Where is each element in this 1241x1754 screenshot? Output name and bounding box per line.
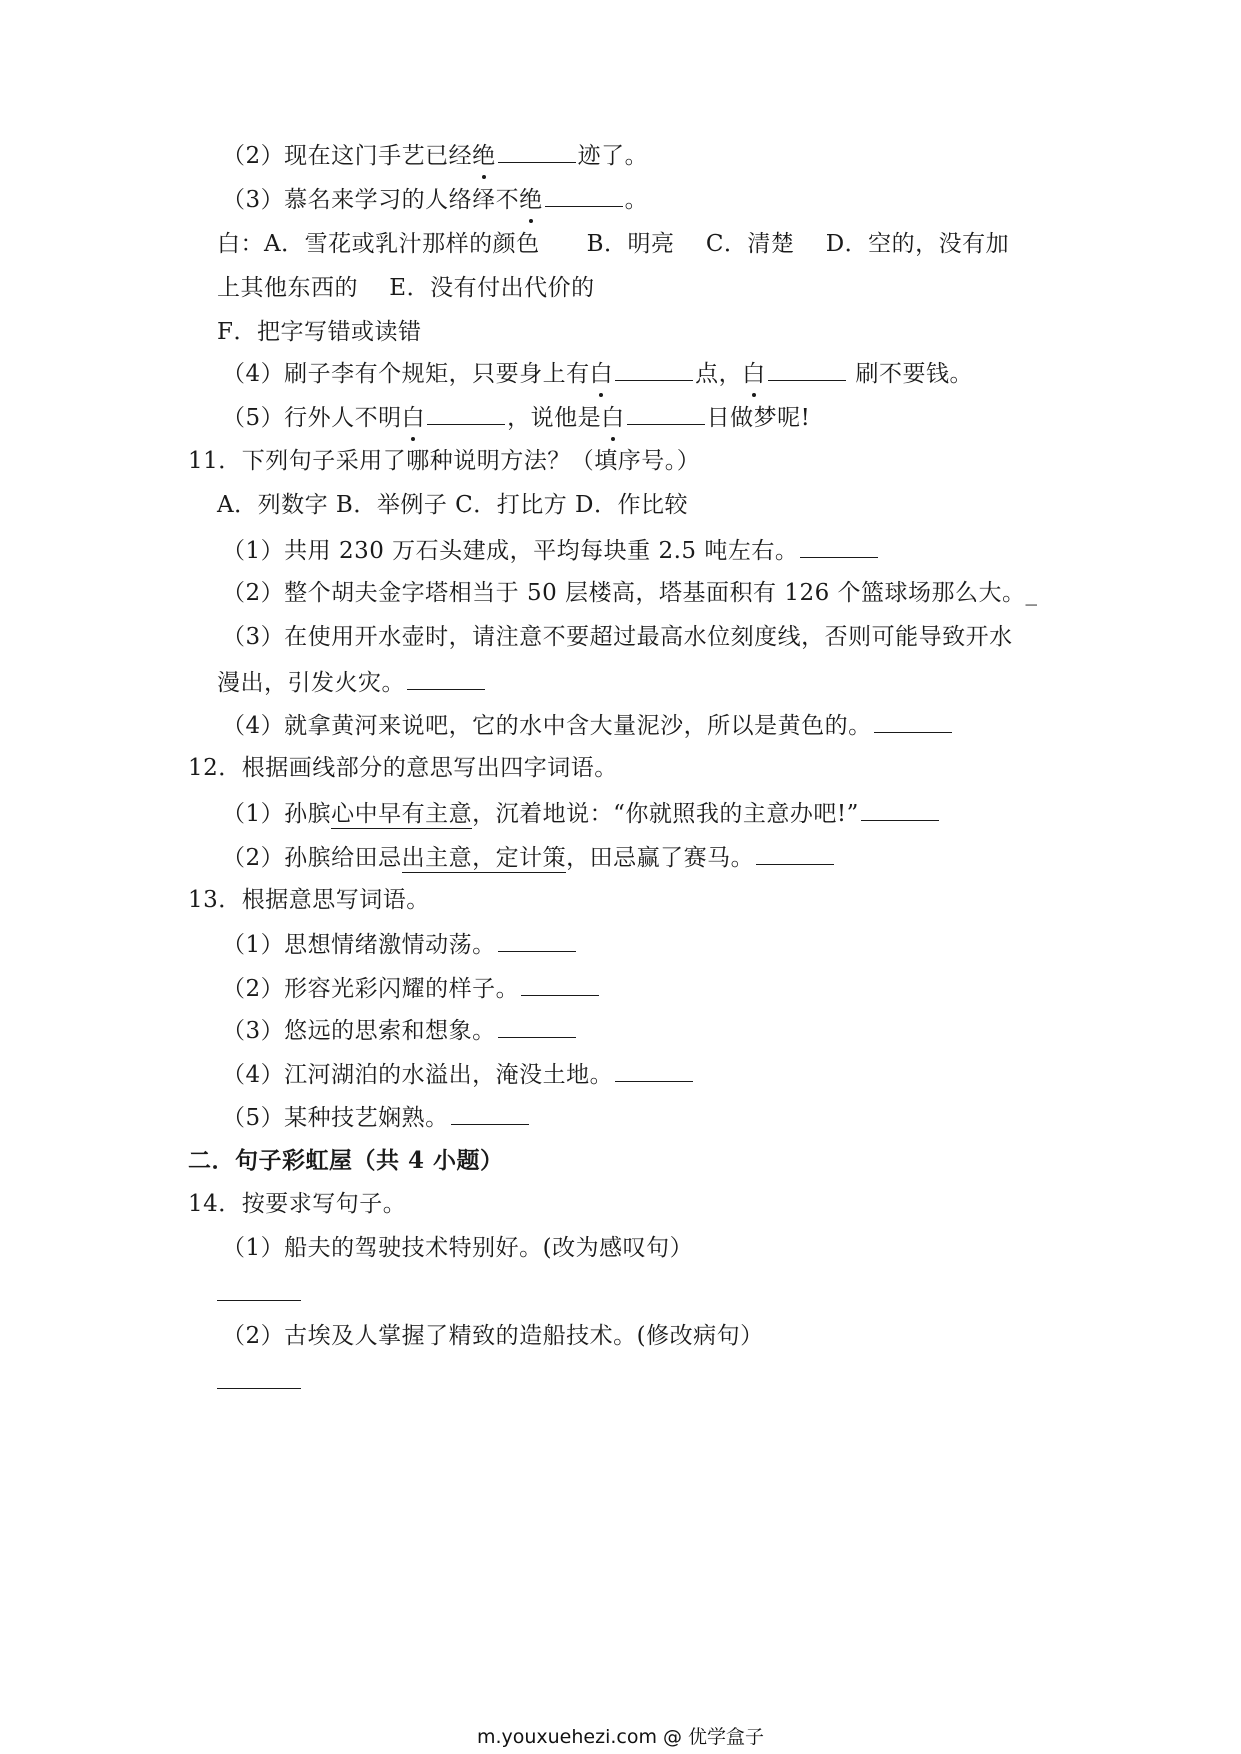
q11-item-3a: （3）在使用开水壶时，请注意不要超过最高水位刻度线，否则可能导致开水 — [222, 624, 1013, 650]
answer-blank[interactable] — [427, 400, 505, 425]
answer-blank[interactable] — [615, 356, 693, 381]
answer-blank[interactable] — [627, 400, 705, 425]
q14-item-1: （1）船夫的驾驶技术特别好。(改为感叹句） — [222, 1235, 694, 1261]
bai-definitions-1: 白：A．雪花或乳汁那样的颜色 B．明亮 C．清楚 D．空的，没有加 — [217, 231, 1010, 257]
underlined-phrase: 出主意，定计策 — [401, 845, 567, 871]
q13-item-3: （3）悠远的思索和想象。 — [222, 1013, 578, 1047]
section-heading: 二．句子彩虹屋（共 4 小题） — [188, 1147, 504, 1174]
q11-options: A．列数字 B．举例子 C．打比方 D．作比较 — [217, 492, 688, 518]
q14-answer-1 — [217, 1276, 301, 1310]
answer-blank[interactable] — [498, 927, 576, 952]
bai-definitions-3: F．把字写错或读错 — [217, 319, 422, 345]
q12-item-2: （2）孙膑给田忌出主意，定计策，田忌赢了赛马。 — [222, 840, 836, 874]
q13-item-5: （5）某种技艺娴熟。 — [222, 1100, 531, 1134]
q11-item-4: （4）就拿黄河来说吧，它的水中含大量泥沙，所以是黄色的。 — [222, 708, 954, 742]
q13-item-4: （4）江河湖泊的水溢出，淹没土地。 — [222, 1057, 695, 1091]
q13-item-1: （1）思想情绪激情动荡。 — [222, 927, 578, 961]
q14-title: 14．按要求写句子。 — [188, 1191, 407, 1217]
q11-title: 11．下列句子采用了哪种说明方法？（填序号。） — [188, 448, 701, 474]
q10-item-5: （5）行外人不明白 ，说他是白 日做梦呢! — [222, 400, 810, 434]
emphasis-char: 白 — [601, 402, 625, 434]
answer-blank[interactable] — [217, 1364, 301, 1389]
q10-item-2: （2）现在这门手艺已经绝 迹了。 — [222, 138, 648, 172]
answer-blank[interactable] — [861, 796, 939, 821]
bai-definitions-2: 上其他东西的 E．没有付出代价的 — [217, 275, 595, 301]
answer-blank[interactable] — [521, 971, 599, 996]
emphasis-char: 白 — [590, 358, 614, 390]
footer-watermark: m.youxuehezi.com @ 优学盒子 — [476, 1726, 765, 1748]
answer-blank[interactable] — [451, 1100, 529, 1125]
answer-blank[interactable] — [217, 1276, 301, 1301]
emphasis-char: 白 — [742, 358, 766, 390]
answer-blank[interactable] — [800, 533, 878, 558]
answer-blank[interactable] — [545, 182, 623, 207]
q12-title: 12．根据画线部分的意思写出四字词语。 — [188, 755, 618, 781]
q14-answer-2 — [217, 1364, 301, 1398]
emphasis-char: 绝 — [472, 140, 496, 172]
answer-blank[interactable] — [498, 138, 576, 163]
answer-blank[interactable] — [874, 708, 952, 733]
q12-item-1: （1）孙膑心中早有主意，沉着地说：“你就照我的主意办吧!” — [222, 796, 941, 830]
answer-blank[interactable] — [756, 840, 834, 865]
underlined-phrase: 心中早有主意 — [331, 801, 473, 827]
answer-blank[interactable] — [768, 356, 846, 381]
q13-item-2: （2）形容光彩闪耀的样子。 — [222, 971, 601, 1005]
q10-item-3: （3）慕名来学习的人络绎不绝 。 — [222, 182, 648, 216]
answer-blank[interactable] — [407, 665, 485, 690]
emphasis-char: 绝 — [519, 184, 543, 216]
q11-item-3b: 漫出，引发火灾。 — [217, 665, 487, 699]
answer-blank[interactable] — [615, 1057, 693, 1082]
q14-item-2: （2）古埃及人掌握了精致的造船技术。(修改病句） — [222, 1323, 764, 1349]
q13-title: 13．根据意思写词语。 — [188, 887, 430, 913]
q11-item-1: （1）共用 230 万石头建成，平均每块重 2.5 吨左右。 — [222, 533, 880, 567]
emphasis-char: 白 — [402, 402, 426, 434]
q10-item-4: （4）刷子李有个规矩，只要身上有白 点，白 刷不要钱。 — [222, 356, 973, 390]
answer-blank[interactable] — [498, 1013, 576, 1038]
q11-item-2: （2）整个胡夫金字塔相当于 50 层楼高，塔基面积有 126 个篮球场那么大。_ — [222, 580, 1038, 606]
